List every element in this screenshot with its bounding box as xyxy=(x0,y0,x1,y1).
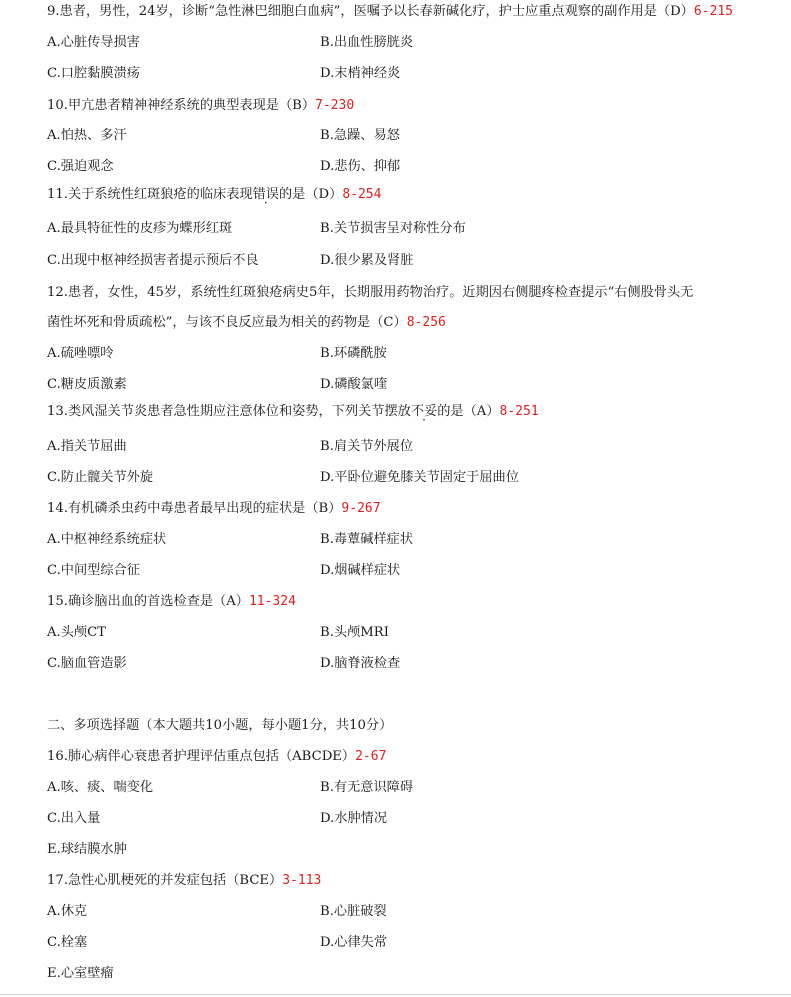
page-reference: 2-67 xyxy=(355,749,387,764)
question-12-stem-line2 xyxy=(47,314,446,332)
question-text: 16.肺心病伴心衰患者护理评估重点包括（ABCDE） xyxy=(47,749,356,764)
question-13-stem xyxy=(47,403,539,421)
option-d: D.很少累及肾脏 xyxy=(320,253,414,268)
option-c: C.强迫观念 xyxy=(47,159,114,174)
option-b: B.出血性膀胱炎 xyxy=(320,35,414,50)
question-text: 菌性坏死和骨质疏松”，与该不良反应最为相关的药物是（C） xyxy=(47,315,407,330)
question-17-stem xyxy=(47,872,321,890)
option-a: A.怕热、多汗 xyxy=(47,128,127,143)
option-a: A.中枢神经系统症状 xyxy=(47,532,167,547)
question-text: 13.类风湿关节炎患者急性期应注意体位和姿势，下列关节摆放 xyxy=(47,404,411,419)
option-e: E.心室壁瘤 xyxy=(47,966,114,981)
page-reference: 6-215 xyxy=(693,4,733,19)
option-c: C.口腔黏膜溃疡 xyxy=(47,66,140,81)
option-d: D.末梢神经炎 xyxy=(320,66,401,81)
question-14-stem xyxy=(47,500,381,518)
option-a: A.最具特征性的皮疹为蝶形红斑 xyxy=(47,221,233,236)
question-text-end: 的是（D） xyxy=(278,187,343,202)
option-c: C.防止髋关节外旋 xyxy=(47,470,154,485)
question-text: 11.关于系统性红斑狼疮的临床表现 xyxy=(47,187,253,202)
question-9-stem xyxy=(47,3,733,21)
option-e: E.球结膜水肿 xyxy=(47,842,127,857)
page-reference: 8-256 xyxy=(406,315,446,330)
page-reference: 3-113 xyxy=(282,873,322,888)
option-a: A.休克 xyxy=(47,904,88,919)
option-a: A.心脏传导损害 xyxy=(47,35,140,50)
option-b: B.环磷酰胺 xyxy=(320,346,387,361)
section-heading: 二、多项选择题（本大题共10小题，每小题1分，共10分） xyxy=(47,718,393,733)
option-d: D.心律失常 xyxy=(320,935,388,950)
page-reference: 11-324 xyxy=(248,594,296,609)
question-10-stem xyxy=(47,97,354,115)
option-b: B.关节损害呈对称性分布 xyxy=(320,221,466,236)
question-12-stem-line1: 12.患者，女性，45岁，系统性红斑狼疮病史5年，长期服用药物治疗。近期因右侧腿疼检查提示“右侧股骨头无 xyxy=(47,285,694,300)
option-b: B.毒蕈碱样症状 xyxy=(320,532,414,547)
option-a: A.咳、痰、喘变化 xyxy=(47,780,154,795)
option-d: D.磷酸氯喹 xyxy=(320,377,388,392)
option-d: D.脑脊液检查 xyxy=(320,656,401,671)
question-16-stem xyxy=(47,748,386,766)
question-11-stem xyxy=(47,186,381,204)
question-text: 14.有机磷杀虫药中毒患者最早出现的症状是（B） xyxy=(47,501,342,516)
option-c: C.出现中枢神经损害者提示预后不良 xyxy=(47,253,259,268)
option-d: D.悲伤、抑郁 xyxy=(320,159,401,174)
page-reference: 8-254 xyxy=(342,187,382,202)
option-d: D.水肿情况 xyxy=(320,811,388,826)
question-text: 9.患者，男性，24岁，诊断“急性淋巴细胞白血病”，医嘱予以长春新碱化疗，护士应重点观察的副作用是（D） xyxy=(47,4,694,19)
page-reference: 9-267 xyxy=(341,501,381,516)
option-c: C.脑血管造影 xyxy=(47,656,127,671)
page-reference: 7-230 xyxy=(315,98,355,113)
emphasis-text: 错误 xyxy=(252,187,279,202)
option-b: B.头颅MRI xyxy=(320,625,389,640)
option-d: D.平卧位避免膝关节固定于屈曲位 xyxy=(320,470,519,485)
option-a: A.硫唑嘌呤 xyxy=(47,346,114,361)
option-d: D.烟碱样症状 xyxy=(320,563,401,578)
option-c: C.栓塞 xyxy=(47,935,88,950)
option-a: A.头颅CT xyxy=(47,625,106,640)
option-c: C.糖皮质激素 xyxy=(47,377,127,392)
option-b: B.心脏破裂 xyxy=(320,904,387,919)
page-bottom-divider xyxy=(0,994,791,995)
option-c: C.中间型综合征 xyxy=(47,563,140,578)
option-a: A.指关节屈曲 xyxy=(47,439,127,454)
option-c: C.出入量 xyxy=(47,811,101,826)
question-text-end: 的是（A） xyxy=(437,404,500,419)
option-b: B.肩关节外展位 xyxy=(320,439,414,454)
question-text: 15.确诊脑出血的首选检查是（A） xyxy=(47,594,249,609)
question-text: 17.急性心肌梗死的并发症包括（BCE） xyxy=(47,873,283,888)
question-text: 10.甲亢患者精神神经系统的典型表现是（B） xyxy=(47,98,316,113)
page-reference: 8-251 xyxy=(499,404,539,419)
option-b: B.急躁、易怒 xyxy=(320,128,400,143)
question-15-stem xyxy=(47,593,296,611)
option-b: B.有无意识障碍 xyxy=(320,780,414,795)
emphasis-text: 不妥 xyxy=(410,404,438,419)
